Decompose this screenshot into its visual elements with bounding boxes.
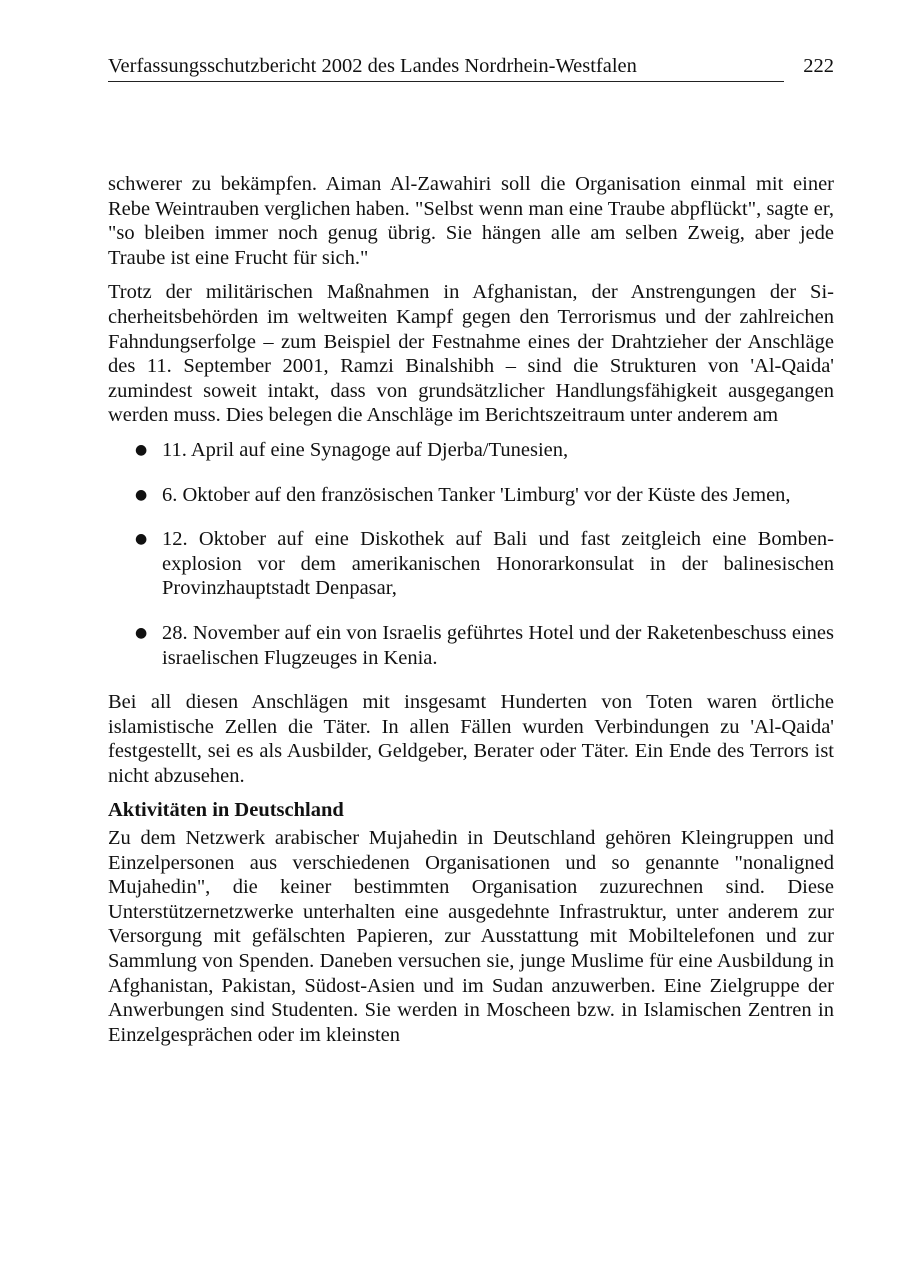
list-item-text: 6. Oktober auf den französischen Tanker 'Limburg' vor der Küste des Jemen, xyxy=(162,483,791,506)
list-item xyxy=(108,621,834,670)
paragraph-attack-summary: Bei all diesen Anschlägen mit insgesamt Hunderten von Toten waren örtliche islamistische Zellen die Täter. In allen Fällen wurden Verbindungen zu 'Al-Qaida' festgestellt, sei es als Ausbilder, Geldgeber, Berater oder Täter. Ein Ende des Terrors ist nicht abzusehen. xyxy=(108,691,834,787)
bullet-icon: ● xyxy=(135,531,148,548)
bullet-icon: ● xyxy=(135,486,148,503)
list-item-text: 12. Oktober auf eine Diskothek auf Bali und fast zeitgleich eine Bombenexplosion vor dem amerikanischen Honorarkonsulat in der balinesischen Provinzhauptstadt Denpasar, xyxy=(162,528,834,600)
paragraph-continuation: schwerer zu bekämpfen. Aiman Al-Zawahiri soll die Organisation einmal mit einer Rebe Weintrauben verglichen haben. "Selbst wenn man eine Traube abpflückt", sagte er, "so bleiben immer noch genug übrig. Sie hängen alle am selben Zweig, aber jede Traube ist eine Frucht für sich." xyxy=(108,173,834,269)
list-item xyxy=(108,483,834,508)
running-header xyxy=(108,52,834,84)
paragraph-germany-activities: Zu dem Netzwerk arabischer Mujahedin in Deutschland gehören Kleingruppen und Einzelpersonen aus verschiedenen Organisationen und so genannte "nonaligned Mujahedin", die keiner bestimmten Organisation zuzurechnen sind. Diese Unterstützernetzwerke unterhalten eine ausgedehnte Infrastruktur, unter anderem zur Versorgung mit gefälschten Papieren, zur Ausstattung mit Mobiltelefonen und zur Sammlung von Spenden. Daneben versuchen sie, junge Muslime für eine Ausbildung in Afghanistan, Pakistan, Südost-Asien und im Sudan anzuwerben. Eine Zielgruppe der Anwerbungen sind Studenten. Sie werden in Moscheen bzw. in Islamischen Zentren in Einzelgesprächen oder im kleinsten xyxy=(108,827,834,1046)
page-number: 222 xyxy=(803,55,834,77)
list-item xyxy=(108,527,834,601)
paragraph-al-qaida-structures: Trotz der militärischen Maßnahmen in Afghanistan, der Anstrengungen der Sicherheitsbehörden im weltweiten Kampf gegen den Terrorismus und der zahlreichen Fahndungserfolge – zum Beispiel der Festnahme eines der Drahtzieher der Anschläge des 11. September 2001, Ramzi Binalshibh – sind die Strukturen von 'Al-Qaida' zumindest soweit intakt, dass von grundsätzlicher Handlungsfähigkeit ausgegangen werden muss. Dies belegen die Anschläge im Berichtszeitraum unter anderem am xyxy=(108,281,834,427)
bullet-icon: ● xyxy=(135,441,148,458)
list-item-text: 28. November auf ein von Israelis geführtes Hotel und der Raketenbeschuss eines israelischen Flugzeuges in Kenia. xyxy=(162,621,834,669)
list-item xyxy=(108,438,834,463)
section-heading: Aktivitäten in Deutschland xyxy=(108,799,344,822)
attack-list xyxy=(108,438,834,670)
header-rule xyxy=(108,81,784,82)
list-item-text: 11. April auf eine Synagoge auf Djerba/Tunesien, xyxy=(162,438,569,461)
bullet-icon: ● xyxy=(135,624,148,641)
body-text xyxy=(108,172,834,1057)
header-title: Verfassungsschutzbericht 2002 des Landes Nordrhein-Westfalen xyxy=(108,55,637,77)
